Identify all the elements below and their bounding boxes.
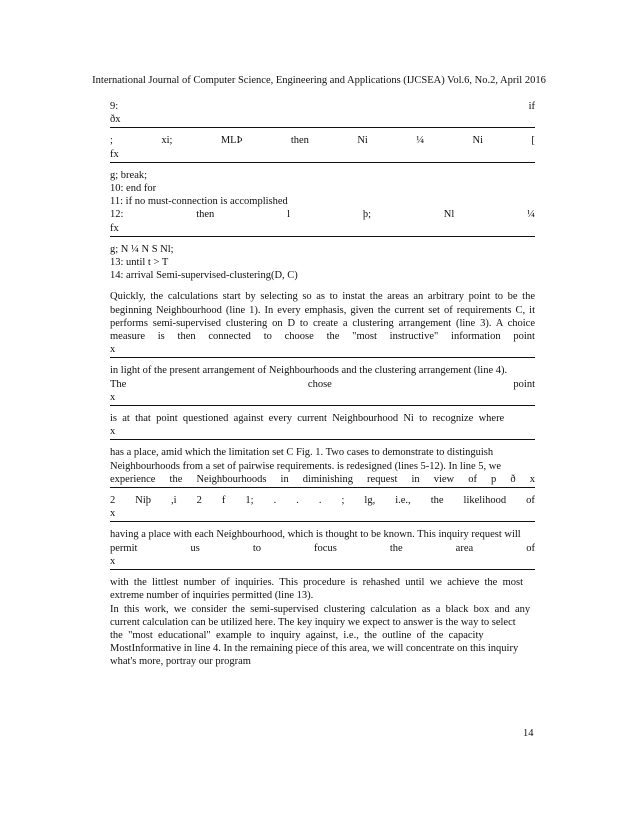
- text-line: MostInformative in line 4. In the remaining piece of this area, we will concentrate on this inquiry: [110, 643, 519, 655]
- word: "most: [352, 331, 377, 343]
- text-line: performs semi-supervised clustering on D to create a clustering arrangement (line 3). A choice: [110, 317, 535, 329]
- algo-line-number: 9:: [110, 101, 119, 112]
- word: area: [455, 542, 474, 554]
- word: the: [326, 331, 340, 343]
- text-line-spread: [110, 542, 535, 555]
- word: choose: [284, 331, 314, 343]
- word: focus: [314, 542, 337, 554]
- text-line: Quickly, the calculations start by selecting so as to instat the areas an arbitrary point to be the: [110, 291, 535, 303]
- word: chose: [307, 378, 332, 390]
- text-line: Neighbourhoods from a set of pairwise requirements. is redesigned (lines 5-12). In line 5, we: [110, 460, 502, 472]
- eq-token: 12:: [110, 209, 124, 221]
- eq-token: xi;: [161, 135, 173, 147]
- word: Neighbourhoods: [196, 473, 267, 485]
- eq-token: Ni: [357, 135, 368, 147]
- text-line: is at that point questioned against every current Neighbourhood Ni to recognize where: [110, 413, 505, 425]
- equation-fragment: fx: [110, 148, 119, 160]
- equation-fragment: x: [110, 391, 116, 403]
- word: to: [263, 331, 272, 343]
- eq-token: .: [296, 495, 299, 507]
- eq-token: of: [526, 495, 535, 507]
- word: ð: [510, 473, 516, 485]
- paragraph-1: [110, 290, 535, 356]
- text-line-spread: [110, 473, 535, 486]
- word: instructive": [389, 331, 439, 343]
- equation-fragment: x: [110, 508, 116, 520]
- word: in: [411, 473, 420, 485]
- eq-token: l: [287, 209, 291, 221]
- text-line: has a place, amid which the limitation set C Fig. 1. Two cases to demonstrate to distinguish: [110, 447, 494, 459]
- eq-token: lg,: [364, 495, 376, 507]
- word: measure: [110, 331, 145, 343]
- word: then: [177, 331, 196, 343]
- eq-token: i.e.,: [395, 495, 411, 507]
- text-line-spread: [110, 378, 535, 391]
- word: information: [451, 331, 501, 343]
- text-line: in light of the present arrangement of Neighbourhoods and the clustering arrangement (line 4).: [110, 365, 508, 377]
- running-header: International Journal of Computer Science, Engineering and Applications (IJCSEA) Vol.6, No.2, April 2016: [92, 75, 546, 86]
- word: permit: [110, 542, 138, 554]
- equation-fragment: ðx: [110, 114, 121, 126]
- algo-keyword-if: if: [528, 101, 535, 112]
- text-line: the "most educational" example to inquiry against, i.e., the outline of the capacity: [110, 629, 484, 641]
- text-line: having a place with each Neighbourhood, which is thought to be known. This inquiry request will: [110, 529, 521, 541]
- eq-token: then: [196, 209, 215, 221]
- word: experience: [110, 473, 156, 485]
- eq-token: 1;: [245, 495, 254, 507]
- equation-line-2: [110, 494, 535, 507]
- word: connected: [208, 331, 251, 343]
- word: p: [491, 473, 497, 485]
- algo-line-13: 13: until t > T: [110, 257, 169, 269]
- eq-token: .: [318, 495, 322, 507]
- eq-token: Ni: [472, 135, 483, 147]
- word: to: [252, 542, 261, 554]
- equation-fragment: x: [110, 555, 116, 567]
- page-body: [110, 100, 535, 669]
- equation-fragment: x: [110, 426, 116, 438]
- eq-token: then: [290, 135, 309, 147]
- text-line: In this work, we consider the semi-supervised clustering calculation as a black box and any: [110, 603, 531, 615]
- word: of: [468, 473, 477, 485]
- eq-token: ¼: [527, 209, 535, 221]
- text-line: beginning Neighbourhood (line 1). In every emphasis, given the current set of requirements C, it: [110, 304, 535, 316]
- text-line-spread: [110, 330, 535, 343]
- word: point: [513, 331, 535, 343]
- eq-token: [: [531, 135, 535, 147]
- word: request: [367, 473, 398, 485]
- word: x: [529, 473, 535, 485]
- word: us: [190, 542, 200, 554]
- eq-token: ,i: [171, 495, 177, 507]
- word: view: [433, 473, 455, 485]
- equation-line-1: [110, 134, 535, 147]
- page-number: 14: [523, 728, 534, 739]
- word: the: [169, 473, 183, 485]
- eq-token: likelihood: [463, 495, 507, 507]
- algo-line-14: 14: arrival Semi-supervised-clustering(D, C): [110, 270, 298, 282]
- word: in: [280, 473, 289, 485]
- equation-fragment: fx: [110, 222, 119, 234]
- eq-token: 2: [110, 495, 116, 507]
- word: point: [513, 378, 535, 390]
- text-line: extreme number of inquiries permitted (line 13).: [110, 590, 314, 602]
- eq-token: ;: [341, 495, 345, 507]
- eq-token: ;: [110, 135, 113, 147]
- text-line: with the littlest number of inquiries. This procedure is rehashed until we achieve the most: [110, 577, 524, 589]
- word: of: [526, 542, 535, 554]
- eq-token: ¼: [416, 135, 425, 147]
- word: The: [110, 378, 127, 390]
- word: is: [157, 331, 165, 343]
- eq-token: Nl: [443, 209, 455, 221]
- eq-token: Niþ: [135, 495, 152, 507]
- eq-token: 2: [196, 495, 202, 507]
- equation-fragment: x: [110, 344, 116, 356]
- eq-token: f: [221, 495, 226, 507]
- algo-line-9: [110, 100, 535, 113]
- word: the: [389, 542, 403, 554]
- text-line: current calculation can be utilized here. The key inquiry we expect to answer is the way to select: [110, 616, 516, 628]
- algo-line-11: 11: if no must-connection is accomplished: [110, 196, 288, 208]
- algo-line-12: [110, 208, 535, 221]
- algo-line-10: 10: end for: [110, 183, 157, 195]
- eq-token: MLÞ: [220, 135, 243, 147]
- text-line: what's more, portray our program: [110, 656, 251, 668]
- algo-line-break: g; break;: [110, 169, 148, 181]
- eq-token: the: [430, 495, 444, 507]
- algo-line-g: g; N ¼ N S Nl;: [110, 243, 174, 255]
- eq-token: .: [273, 495, 277, 507]
- word: diminishing: [302, 473, 353, 485]
- eq-token: þ;: [362, 209, 371, 221]
